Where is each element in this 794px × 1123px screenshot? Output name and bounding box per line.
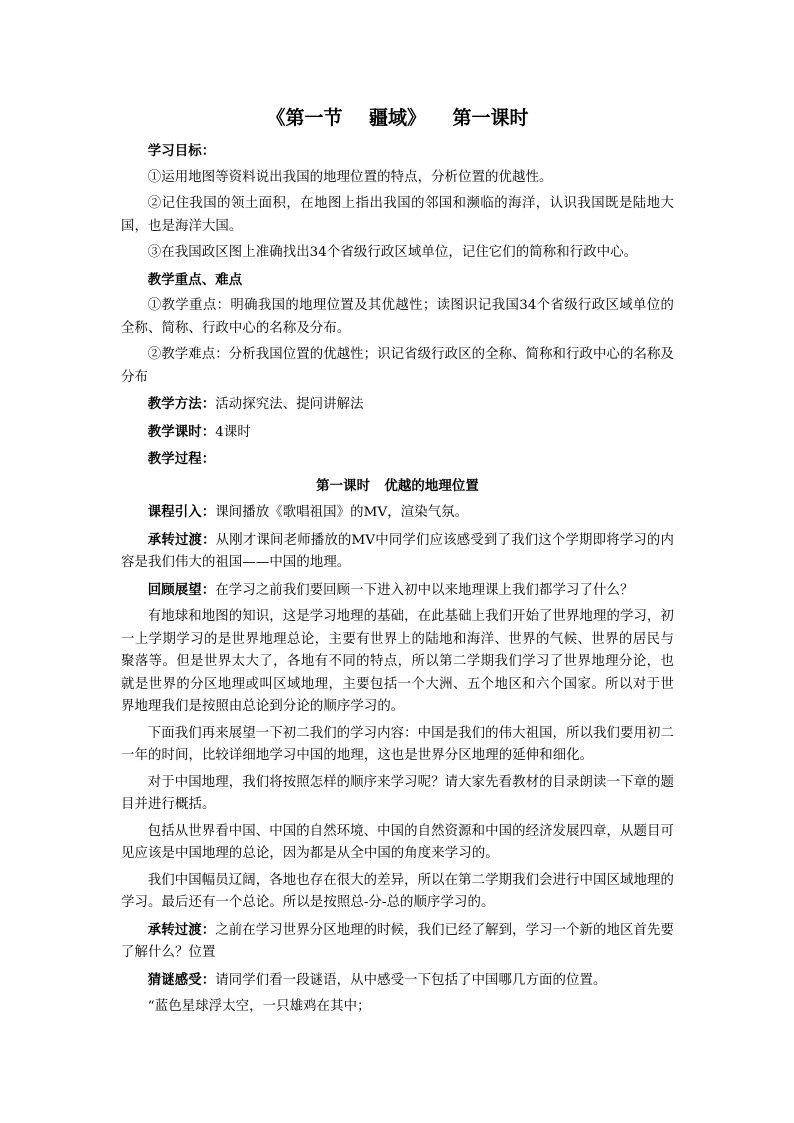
body-paragraph-1: 有地球和地图的知识，这是学习地理的基础，在此基础上我们开始了世界地理的学习，初一上学期学习的是世界地理总论，主要有世界上的陆地和海洋、世界的气候、世界的居民与聚落等。但是世界太大了，各地有不同的特点，所以第二学期我们学习了世界地理分论，也就是世界的分区地理或叫区域地理，主要包括一个大洲、五个地区和六个国家。所以对于世界地理我们是按照由总论到分论的顺序学习的。 [121, 609, 674, 714]
review-outlook-label: 回顾展望： [147, 581, 216, 598]
transition-1 [121, 529, 674, 575]
transition-1-label: 承转过渡： [147, 531, 216, 548]
page-title: 《第一节 疆域》 第一课时 [266, 107, 529, 129]
teaching-method-text: 活动探究法、提问讲解法 [215, 397, 364, 412]
teaching-focus: ①教学重点：明确我国的地理位置及其优越性；读图识记我国34个省级行政区域单位的全称、简称、行政中心的名称及分布。 [121, 298, 674, 336]
riddle-prompt-text: 请同学们看一段谜语，从中感受一下包括了中国哪几方面的位置。 [215, 972, 607, 988]
transition-2-label: 承转过渡： [147, 921, 216, 938]
objective-item-2: ②记住我国的领土面积，在地图上指出我国的邻国和濒临的海洋，认识我国既是陆地大国，也是海洋大国。 [121, 196, 674, 234]
course-intro [121, 501, 674, 525]
teaching-method [121, 393, 674, 417]
transition-2-text: 之前在学习世界分区地理的时候，我们已经了解到，学习一个新的地区首先要了解什么？位置 [121, 922, 674, 960]
review-outlook [121, 579, 674, 603]
riddle-poem-line: “蓝色星球浮太空，一只雄鸡在其中； [147, 999, 371, 1014]
teaching-hours [121, 421, 674, 445]
body-paragraph-3: 对于中国地理，我们将按照怎样的顺序来学习呢？请大家先看教材的目录朗读一下章的题目并进行概括。 [121, 774, 674, 812]
course-intro-text: 课间播放《歌唱祖国》的MV，渲染气氛。 [215, 505, 469, 520]
key-points-heading: 教学重点、难点 [147, 271, 243, 288]
riddle-prompt-label: 猜谜感受： [147, 971, 216, 988]
teaching-difficulty: ②教学难点：分析我国位置的优越性；识记省级行政区的全称、简称和行政中心的名称及分布 [121, 347, 674, 385]
objective-item-3: ③在我国政区图上准确找出34个省级行政区域单位，记住它们的简称和行政中心。 [147, 245, 638, 260]
teaching-hours-text: 4课时 [215, 424, 251, 440]
body-paragraph-2: 下面我们再来展望一下初二我们的学习内容：中国是我们的伟大祖国，所以我们要用初二一年的时间，比较详细地学习中国的地理，这也是世界分区地理的延伸和细化。 [121, 725, 674, 763]
transition-1-text: 从刚才课间老师播放的MV中同学们应该感受到了我们这个学期即将学习的内容是我们伟大的祖国——中国的地理。 [121, 532, 674, 570]
objectives-heading: 学习目标： [147, 143, 216, 159]
course-intro-label: 课程引入： [147, 504, 216, 520]
transition-2 [121, 919, 674, 965]
objective-item-1: ①运用地图等资料说出我国的地理位置的特点，分析位置的优越性。 [147, 169, 553, 185]
body-paragraph-4: 包括从世界看中国、中国的自然环境、中国的自然资源和中国的经济发展四章，从题目可见应该是中国地理的总论，因为都是从全中国的角度来学习的。 [121, 823, 674, 861]
process-heading: 教学过程： [147, 451, 216, 467]
body-paragraph-5: 我们中国幅员辽阔，各地也存在很大的差异，所以在第二学期我们会进行中国区域地理的学习。最后还有一个总论。所以是按照总-分-总的顺序学习的。 [121, 872, 674, 910]
teaching-method-label: 教学方法： [147, 396, 216, 412]
riddle-prompt [121, 969, 674, 993]
lesson-title: 第一课时 优越的地理位置 [316, 477, 479, 494]
teaching-hours-label: 教学课时： [147, 423, 216, 440]
review-outlook-text: 在学习之前我们要回顾一下进入初中以来地理课上我们都学习了什么？ [215, 582, 634, 598]
document-body [121, 104, 674, 1023]
